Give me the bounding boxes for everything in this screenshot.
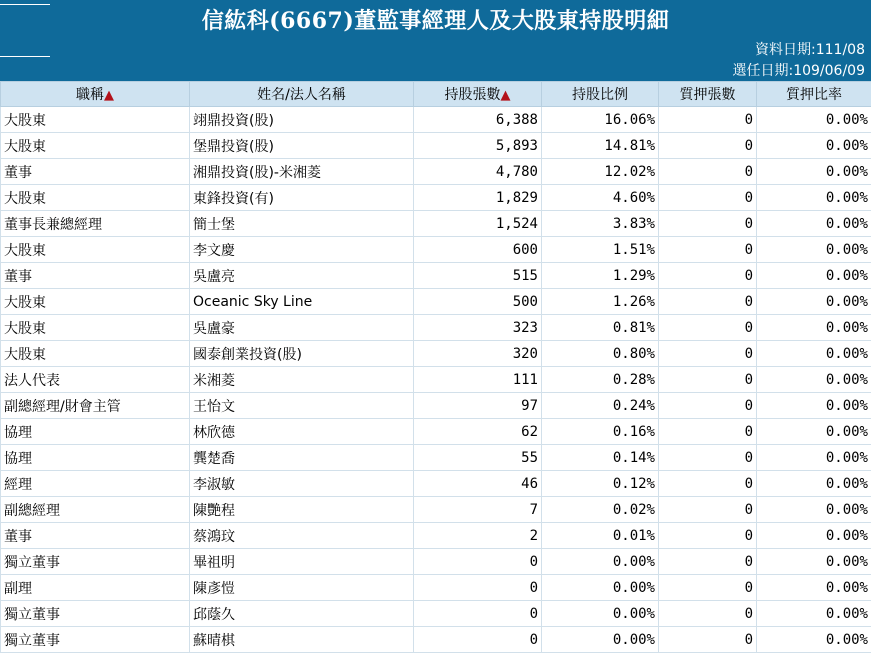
cell-ratio: 0.01% [542,523,659,549]
cell-shares: 97 [414,393,542,419]
cell-shares: 1,524 [414,211,542,237]
cell-pledged: 0 [659,211,757,237]
cell-pledged: 0 [659,185,757,211]
col-header-pledged[interactable]: 質押張數 [659,82,757,107]
cell-name: 邱蔭久 [190,601,414,627]
cell-ratio: 0.81% [542,315,659,341]
cell-ratio: 14.81% [542,133,659,159]
cell-ratio: 4.60% [542,185,659,211]
page-header [0,0,871,81]
table-row [1,107,871,133]
cell-pledge-ratio: 0.00% [757,601,871,627]
cell-pledged: 0 [659,237,757,263]
cell-name: 吳盧亮 [190,263,414,289]
cell-pledged: 0 [659,133,757,159]
cell-pledge-ratio: 0.00% [757,549,871,575]
cell-shares: 5,893 [414,133,542,159]
cell-shares: 500 [414,289,542,315]
cell-pledged: 0 [659,367,757,393]
cell-ratio: 0.24% [542,393,659,419]
table-row [1,341,871,367]
cell-title: 大股東 [1,341,190,367]
cell-name: 湘鼎投資(股)-米湘菱 [190,159,414,185]
cell-pledged: 0 [659,341,757,367]
cell-pledged: 0 [659,523,757,549]
cell-pledged: 0 [659,575,757,601]
col-header-title[interactable]: 職稱▲ [1,82,190,107]
cell-ratio: 0.16% [542,419,659,445]
cell-pledged: 0 [659,549,757,575]
table-row [1,263,871,289]
table-row [1,497,871,523]
cell-name: 米湘菱 [190,367,414,393]
cell-ratio: 0.00% [542,549,659,575]
cell-ratio: 12.02% [542,159,659,185]
sort-asc-icon: ▲ [500,88,511,103]
table-row [1,523,871,549]
table-row [1,159,871,185]
cell-pledge-ratio: 0.00% [757,237,871,263]
cell-title: 大股東 [1,185,190,211]
cell-name: 李淑敏 [190,471,414,497]
header-rule-bottom [0,56,50,57]
cell-pledged: 0 [659,601,757,627]
sort-asc-icon: ▲ [104,88,114,103]
cell-pledged: 0 [659,445,757,471]
cell-pledge-ratio: 0.00% [757,419,871,445]
cell-ratio: 1.29% [542,263,659,289]
cell-ratio: 0.80% [542,341,659,367]
table-row [1,445,871,471]
cell-pledge-ratio: 0.00% [757,133,871,159]
cell-shares: 320 [414,341,542,367]
cell-shares: 2 [414,523,542,549]
cell-pledged: 0 [659,315,757,341]
cell-name: 陳艷程 [190,497,414,523]
cell-shares: 323 [414,315,542,341]
cell-shares: 7 [414,497,542,523]
cell-ratio: 0.00% [542,575,659,601]
cell-shares: 4,780 [414,159,542,185]
table-row [1,185,871,211]
cell-title: 董事 [1,523,190,549]
table-row [1,367,871,393]
cell-pledge-ratio: 0.00% [757,107,871,133]
table-row [1,575,871,601]
cell-shares: 111 [414,367,542,393]
cell-name: Oceanic Sky Line [190,289,414,315]
cell-title: 經理 [1,471,190,497]
cell-ratio: 1.51% [542,237,659,263]
table-row [1,601,871,627]
cell-pledge-ratio: 0.00% [757,159,871,185]
cell-title: 大股東 [1,107,190,133]
cell-name: 李文慶 [190,237,414,263]
data-date: 資料日期:111/08 [755,42,865,58]
table-row [1,211,871,237]
table-row [1,549,871,575]
cell-pledged: 0 [659,471,757,497]
cell-pledge-ratio: 0.00% [757,393,871,419]
cell-title: 副理 [1,575,190,601]
cell-title: 副總經理 [1,497,190,523]
cell-name: 畢祖明 [190,549,414,575]
cell-ratio: 0.28% [542,367,659,393]
cell-title: 大股東 [1,237,190,263]
cell-pledge-ratio: 0.00% [757,523,871,549]
cell-shares: 0 [414,601,542,627]
table-row [1,289,871,315]
cell-title: 大股東 [1,289,190,315]
cell-pledge-ratio: 0.00% [757,445,871,471]
cell-pledge-ratio: 0.00% [757,575,871,601]
cell-title: 協理 [1,419,190,445]
cell-name: 簡士堡 [190,211,414,237]
table-row [1,393,871,419]
cell-shares: 62 [414,419,542,445]
cell-title: 董事 [1,263,190,289]
cell-ratio: 3.83% [542,211,659,237]
holdings-table [0,81,871,653]
cell-title: 大股東 [1,315,190,341]
cell-pledge-ratio: 0.00% [757,185,871,211]
column-header-row [1,82,871,107]
cell-pledge-ratio: 0.00% [757,497,871,523]
cell-ratio: 1.26% [542,289,659,315]
cell-pledged: 0 [659,393,757,419]
cell-name: 陳彥愷 [190,575,414,601]
cell-title: 副總經理/財會主管 [1,393,190,419]
cell-pledged: 0 [659,289,757,315]
cell-shares: 55 [414,445,542,471]
cell-name: 吳盧豪 [190,315,414,341]
cell-pledge-ratio: 0.00% [757,341,871,367]
cell-name: 翊鼎投資(股) [190,107,414,133]
cell-name: 東鋒投資(有) [190,185,414,211]
table-row [1,133,871,159]
cell-title: 法人代表 [1,367,190,393]
cell-pledge-ratio: 0.00% [757,263,871,289]
cell-ratio: 0.00% [542,601,659,627]
cell-pledged: 0 [659,159,757,185]
cell-pledge-ratio: 0.00% [757,367,871,393]
elected-date: 選任日期:109/06/09 [732,63,865,79]
cell-shares: 46 [414,471,542,497]
cell-ratio: 0.14% [542,445,659,471]
cell-pledged: 0 [659,497,757,523]
cell-shares: 600 [414,237,542,263]
cell-title: 獨立董事 [1,627,190,653]
cell-name: 林欣德 [190,419,414,445]
cell-name: 堡鼎投資(股) [190,133,414,159]
cell-pledged: 0 [659,107,757,133]
cell-ratio: 0.12% [542,471,659,497]
cell-shares: 6,388 [414,107,542,133]
cell-title: 董事 [1,159,190,185]
col-header-pledge-ratio[interactable]: 質押比率 [757,82,871,107]
cell-shares: 1,829 [414,185,542,211]
table-row [1,419,871,445]
cell-pledged: 0 [659,419,757,445]
cell-name: 龔楚喬 [190,445,414,471]
table-row [1,237,871,263]
cell-name: 蘇晴棋 [190,627,414,653]
cell-title: 獨立董事 [1,601,190,627]
page-title: 信紘科(6667)董監事經理人及大股東持股明細 [201,8,670,34]
cell-pledge-ratio: 0.00% [757,471,871,497]
cell-pledge-ratio: 0.00% [757,289,871,315]
table-row [1,627,871,653]
cell-shares: 0 [414,627,542,653]
cell-ratio: 16.06% [542,107,659,133]
cell-title: 獨立董事 [1,549,190,575]
col-header-name[interactable]: 姓名/法人名稱 [190,82,414,107]
cell-title: 董事長兼總經理 [1,211,190,237]
cell-name: 王怡文 [190,393,414,419]
col-header-shares[interactable]: 持股張數▲ [414,82,542,107]
cell-name: 國泰創業投資(股) [190,341,414,367]
cell-pledged: 0 [659,263,757,289]
cell-name: 蔡鴻玟 [190,523,414,549]
cell-pledge-ratio: 0.00% [757,211,871,237]
cell-title: 協理 [1,445,190,471]
cell-pledge-ratio: 0.00% [757,627,871,653]
table-row [1,315,871,341]
col-header-ratio[interactable]: 持股比例 [542,82,659,107]
cell-shares: 0 [414,549,542,575]
cell-shares: 515 [414,263,542,289]
cell-title: 大股東 [1,133,190,159]
table-row [1,471,871,497]
cell-ratio: 0.00% [542,627,659,653]
cell-pledge-ratio: 0.00% [757,315,871,341]
cell-ratio: 0.02% [542,497,659,523]
cell-pledged: 0 [659,627,757,653]
cell-shares: 0 [414,575,542,601]
